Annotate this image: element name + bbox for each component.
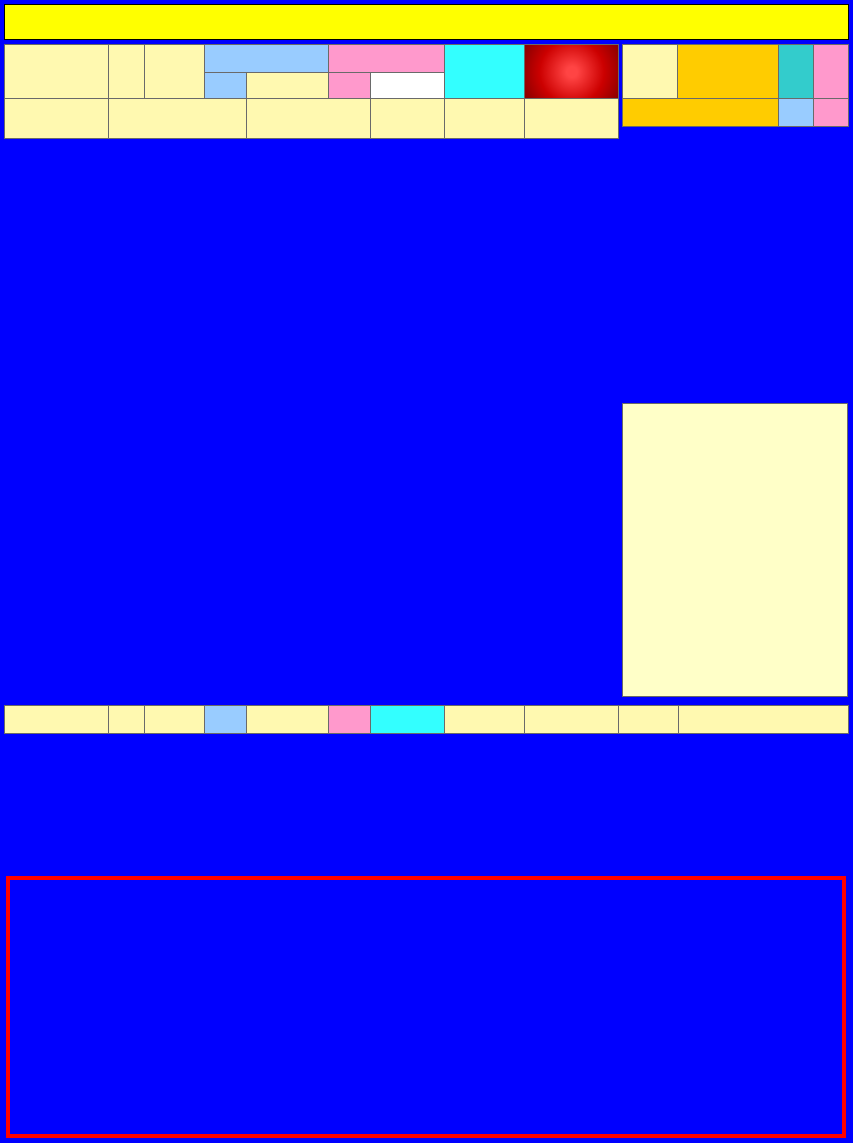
margin-total-buy [814,99,849,127]
memo-panel [622,403,848,697]
settled-table [4,705,849,734]
positions-table [4,44,619,139]
margin-total-sell [779,99,814,127]
margin-col-uri [779,45,814,99]
total-row [5,99,619,139]
settled-col-note [679,706,849,734]
header-bar [4,4,849,40]
settled-col-kai [329,706,371,734]
margin-total-row [623,99,849,127]
col-tate-price [247,73,329,99]
col-sell-count [205,73,247,99]
col-uri [205,45,329,73]
settled-col-tate-date [145,706,205,734]
col-tate-date [145,45,205,99]
memo-link[interactable] [622,380,848,402]
settled-col-shiji [445,706,525,734]
margin-total-label [623,99,779,127]
settled-col-label [5,706,109,734]
settled-col-tate-price [247,706,329,734]
total-label [5,99,109,139]
col-buy-count [329,73,371,99]
settled-col-settle-price [371,706,445,734]
margin-table [622,44,849,127]
settled-col-sagaku [525,706,619,734]
quote-box [6,876,846,1138]
margin-col-meigara [623,45,678,99]
settled-col-uri [205,706,247,734]
settled-col-gengetsu [109,706,145,734]
col-owarine [445,45,525,99]
col-kai [329,45,445,73]
margin-col-shokokin [678,45,779,99]
margin-col-kai [814,45,849,99]
settled-col-settle-date [619,706,679,734]
col-shiji [525,45,619,99]
col-meigara [5,45,109,99]
col-gengetsu [109,45,145,99]
